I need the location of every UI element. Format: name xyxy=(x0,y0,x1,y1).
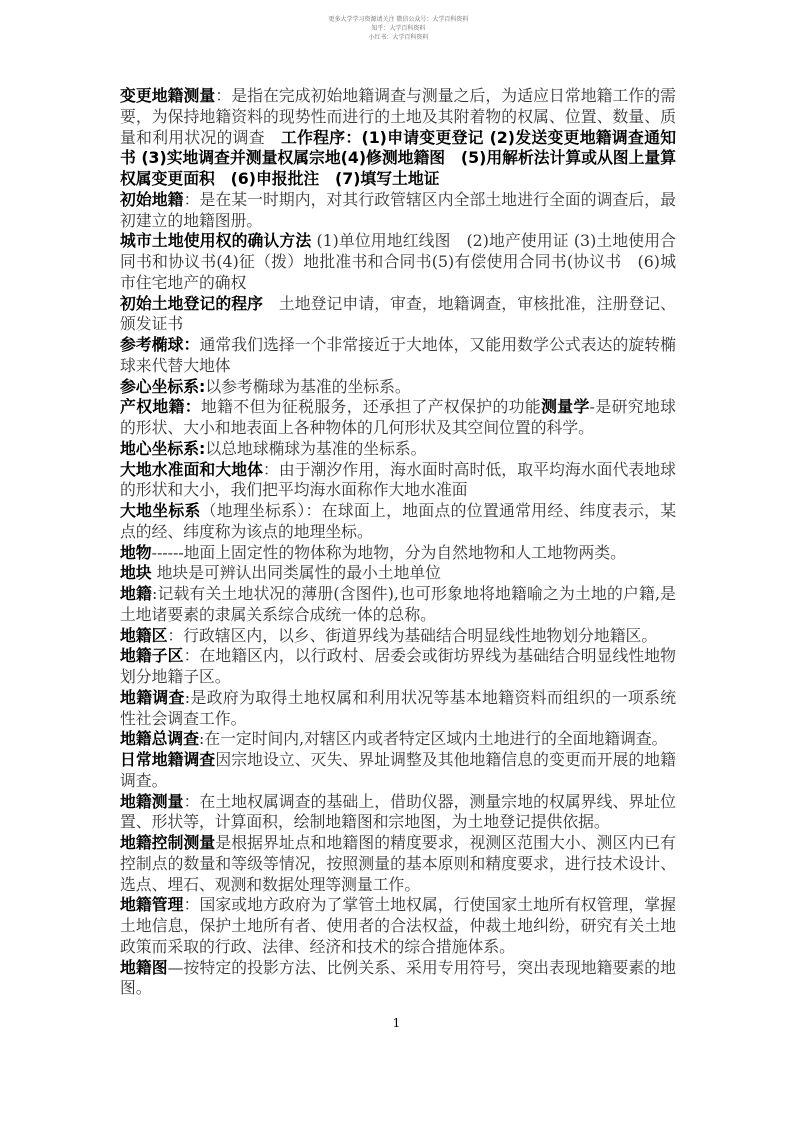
definition-text: (1)单位用地红线图 (2)地产使用证 (3)土地使用合同书和协议书(4)征（拨）地批准书和合同书(5)有偿使用合同书(协议书 (6)城市住宅地产的确权 xyxy=(120,231,676,292)
term-heading: 地籍区 xyxy=(120,625,168,645)
term-heading: 地心坐标系: xyxy=(120,438,206,458)
definition-entry xyxy=(120,626,676,647)
term-heading: 参心坐标系: xyxy=(120,376,206,396)
term-heading: 工作程序：(1)申请变更登记 (2)发送变更地籍调查通知书 (3)实地调查并测量权属宗地(4)修测地籍图 (5)用解析法计算或从图上量算权属变更面积 (6)申报批注 (7)填写土地证 xyxy=(120,127,676,188)
definition-text: :记载有关土地状况的薄册(含图件),也可形象地将地籍喻之为土地的户籍,是土地诸要素的隶属关系综合成统一体的总称。 xyxy=(120,584,676,624)
term-heading: 日常地籍调查 xyxy=(120,750,216,769)
definition-text: 地块是可辨认出同类属性的最小土地单位 xyxy=(151,563,441,583)
definition-entry xyxy=(120,377,676,398)
definition-entry xyxy=(120,335,676,377)
definition-entry xyxy=(120,584,676,626)
definition-entry xyxy=(120,688,676,730)
term-heading: 地籍 xyxy=(120,584,152,603)
definition-entry xyxy=(120,750,676,792)
definition-text: :是政府为取得土地权属和利用状况等基本地籍资料而组织的一项系统性社会调查工作。 xyxy=(120,687,676,728)
definition-entry xyxy=(120,958,676,1000)
definition-entry xyxy=(120,729,676,750)
term-heading: 变更地籍测量 xyxy=(120,86,216,105)
definition-text: （地理坐标系）：在球面上，地面点的位置通常用经、纬度表示，某点的经、纬度称为该点的地理坐标。 xyxy=(120,501,676,541)
term-heading: 地籍控制测量 xyxy=(120,833,216,852)
term-heading: 地物 xyxy=(120,542,152,562)
definition-text: 以总地球椭球为基准的坐标系。 xyxy=(205,438,427,458)
definition-text: ：是在某一时期内，对其行政管辖区内全部土地进行全面的调查后，最初建立的地籍图册。 xyxy=(120,189,676,230)
definition-entry xyxy=(120,646,676,688)
term-heading: 产权地籍： xyxy=(120,397,201,417)
term-heading: 测量学 xyxy=(541,397,590,417)
definition-text: ：是指在完成初始地籍调查与测量之后，为适应日常地籍工作的需要，为保持地籍资料的现势性而进行的土地及其附着物的权属、位置、数量、质量和利用状况的调查 xyxy=(120,86,676,147)
header-xiaohongshu: 小红书：大学百科资料 xyxy=(368,34,429,41)
definition-entry xyxy=(120,563,676,584)
definition-text: 是根据界址点和地籍图的精度要求，视测区范围大小、测区内已有控制点的数量和等级等情况，按照测量的基本原则和精度要求，进行技术设计、选点、埋石、观测和数据处理等测量工作。 xyxy=(120,833,676,894)
definition-text: :在一定时间内,对辖区内或者特定区域内土地进行的全面地籍调查。 xyxy=(199,729,668,749)
term-heading: 地籍子区 xyxy=(120,646,184,666)
term-heading: 大地水准面和大地体 xyxy=(120,459,263,479)
definition-entry xyxy=(120,501,676,543)
term-heading: 城市土地使用权的确认方法 xyxy=(120,231,312,251)
term-heading: 初始土地登记的程序 xyxy=(120,293,263,313)
definition-text: ：行政辖区内，以乡、街道界线为基础结合明显线性地物划分地籍区。 xyxy=(167,625,658,645)
header-wechat: 更多大学学习资源请关注 微信公众号：大学百科资料 xyxy=(328,16,469,23)
term-heading: 地籍总调查 xyxy=(120,729,199,749)
page-number: 1 xyxy=(392,1016,401,1030)
definition-entry xyxy=(120,231,676,293)
header-zhihu: 知乎：大学百科资料 xyxy=(371,25,426,32)
definition-entry xyxy=(120,895,676,957)
page-header-banner xyxy=(0,7,793,41)
definition-entry xyxy=(120,543,676,564)
definition-text: ：由于潮汐作用，海水面时高时低，取平均海水面代表地球的形状和大小，我们把平均海水面称作大地水准面 xyxy=(120,459,676,500)
definition-text: 土地登记申请，审查，地籍调查，审核批准，注册登记、颁发证书 xyxy=(120,293,676,334)
definition-text: -是研究地球的形状、大小和地表面上各种物体的几何形状及其空间位置的科学。 xyxy=(120,397,676,437)
definition-text: 地籍不但为征税服务，还承担了产权保护的功能 xyxy=(200,397,542,417)
term-heading: 地籍管理 xyxy=(120,895,184,915)
definition-text: 因宗地设立、灭失、界址调整及其他地籍信息的变更而开展的地籍调查。 xyxy=(120,750,676,790)
definition-entry xyxy=(120,792,676,834)
definition-text: ------地面上固定性的物体称为地物，分为自然地物和人工地物两类。 xyxy=(151,542,626,562)
term-heading: 参考椭球： xyxy=(120,335,200,354)
definition-entry xyxy=(120,439,676,460)
definition-entry xyxy=(120,460,676,502)
term-heading: 地籍测量 xyxy=(120,791,184,811)
definition-entry xyxy=(120,833,676,895)
term-heading: 地籍调查 xyxy=(120,687,185,707)
definition-text: —按特定的投影方法、比例关系、采用专用符号，突出表现地籍要素的地图。 xyxy=(120,957,676,998)
definition-entry xyxy=(120,294,676,336)
term-heading: 地籍图 xyxy=(120,957,168,977)
definition-entry xyxy=(120,86,676,190)
definition-text: 以参考椭球为基准的坐标系。 xyxy=(205,376,411,396)
term-heading: 初始地籍 xyxy=(120,189,184,209)
term-heading: 地块 xyxy=(120,563,152,583)
definition-entry xyxy=(120,190,676,232)
definition-text: 通常我们选择一个非常接近于大地体，又能用数学公式表达的旋转椭球来代替大地体 xyxy=(120,335,676,375)
definition-entry xyxy=(120,397,676,439)
document-body xyxy=(120,86,676,999)
term-heading: 大地坐标系 xyxy=(120,501,201,520)
definition-text: ：国家或地方政府为了掌管土地权属，行使国家土地所有权管理，掌握土地信息，保护土地所有者、使用者的合法权益，仲裁土地纠纷，研究有关土地政策而采取的行政、法律、经济和技术的综合措施体系。 xyxy=(120,895,676,956)
definition-text: ：在土地权属调查的基础上，借助仪器，测量宗地的权属界线、界址位置、形状等，计算面积，绘制地籍图和宗地图，为土地登记提供依据。 xyxy=(120,791,676,832)
definition-text: ：在地籍区内，以行政村、居委会或街坊界线为基础结合明显线性地物划分地籍子区。 xyxy=(120,646,676,686)
